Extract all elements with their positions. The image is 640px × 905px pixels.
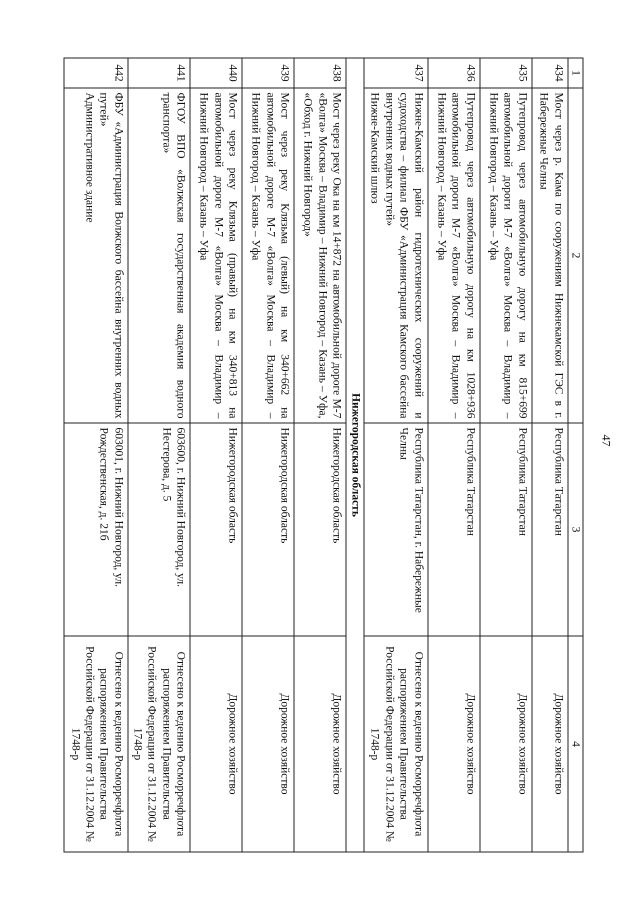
row-number: 438 [294, 58, 346, 88]
table-row [363, 58, 427, 852]
registry-table [63, 57, 583, 852]
object-location: Республика Татарстан, г. Набережные Челны [363, 423, 427, 636]
row-number: 436 [427, 58, 479, 88]
row-number: 441 [127, 58, 190, 88]
region-title: Нижегородская область [346, 58, 363, 852]
table-header-row [567, 58, 582, 852]
object-location: 603001, г. Нижний Новгород, ул. Рождественская, д. 21б [63, 423, 127, 636]
object-note: Дорожное хозяйство [242, 636, 294, 852]
object-name: ФГОУ ВПО «Волжская государственная академия водного транспорта» [127, 88, 190, 423]
region-row [346, 58, 363, 852]
column-header: 3 [567, 423, 582, 636]
object-location: Республика Татарстан [531, 423, 567, 636]
row-number: 434 [531, 58, 567, 88]
table-row [127, 58, 190, 852]
object-name: Путепровод через автомобильную дорогу на км 1028+936 автомобильной дороги М-7 «Волга» Москва – Владимир – Нижний Новгород – Казань – Уфа [427, 88, 479, 423]
column-header: 4 [567, 636, 582, 852]
table-row [294, 58, 346, 852]
object-note: Дорожное хозяйство [190, 636, 242, 852]
column-header: 2 [567, 88, 582, 423]
column-header: 1 [567, 58, 582, 88]
row-number: 442 [63, 58, 127, 88]
object-location: Республика Татарстан [479, 423, 531, 636]
object-location: Республика Татарстан [427, 423, 479, 636]
row-number: 435 [479, 58, 531, 88]
object-note: Дорожное хозяйство [427, 636, 479, 852]
object-note: Отнесено к ведению Росморречфлота распоряжением Правительства Российской Федерации от 31.12.2004 № 1748-р [127, 636, 190, 852]
object-note: Дорожное хозяйство [479, 636, 531, 852]
row-number: 439 [242, 58, 294, 88]
object-name: Мост через реку Клязьма (левый) на км 340+662 на автомобильной дороге М-7 «Волга» Москва – Владимир – Нижний Новгород – Казань – Уфа [242, 88, 294, 423]
table-row [63, 58, 127, 852]
object-name: Мост через реку Клязьма (правый) на км 340+813 на автомобильной дороге М-7 «Волга» Москва – Владимир – Нижний Новгород – Казань – Уфа [190, 88, 242, 423]
object-name: Мост через реку Ока на км 14+872 на автомобильной дороге М-7 «Волга» Москва – Владимир – Нижний Новгород – Казань – Уфа, «Обход г. Нижний Новгород» [294, 88, 346, 423]
object-name: ФБУ «Администрация Волжского бассейна внутренних водных путей» Административное здание [63, 88, 127, 423]
page-number: 47 [599, 434, 614, 447]
object-location: Нижегородская область [190, 423, 242, 636]
object-note: Отнесено к ведению Росморречфлота распоряжением Правительства Российской Федерации от 31.12.2004 № 1748-р [363, 636, 427, 852]
object-note: Дорожное хозяйство [294, 636, 346, 852]
object-location: Нижегородская область [294, 423, 346, 636]
object-name: Нижне-Камский район гидротехнических сооружений и судоходства – филиал ФБУ «Администрация Камского бассейна внутренних водных путей» Нижне-Камский шлюз [363, 88, 427, 423]
object-name: Путепровод через автомобильную дорогу на км 815+699 автомобильной дороги М-7 «Волга» Москва – Владимир – Нижний Новгород – Казань – Уфа [479, 88, 531, 423]
object-note: Дорожное хозяйство [531, 636, 567, 852]
table-row [427, 58, 479, 852]
row-number: 437 [363, 58, 427, 88]
table-row [479, 58, 531, 852]
table-row [531, 58, 567, 852]
object-name: Мост через р. Кама по сооружениям Нижнекамской ГЭС в г. Набережные Челны [531, 88, 567, 423]
object-location: 603600, г. Нижний Новгород, ул. Нестерова, д. 5 [127, 423, 190, 636]
table-row [242, 58, 294, 852]
row-number: 440 [190, 58, 242, 88]
table-row [190, 58, 242, 852]
object-note: Отнесено к ведению Росморречфлота распоряжением Правительства Российской Федерации от 31.12.2004 № 1748-р [63, 636, 127, 852]
object-location: Нижегородская область [242, 423, 294, 636]
